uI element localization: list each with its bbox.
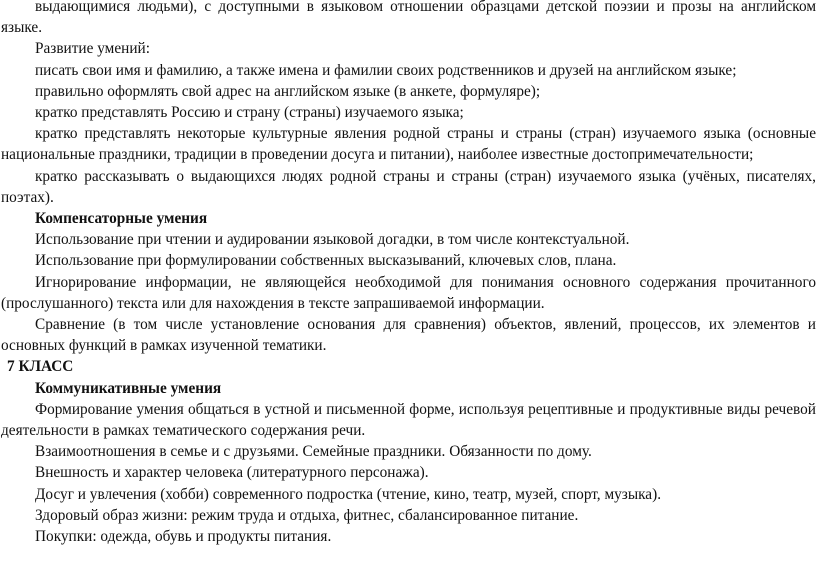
paragraph-famous-people: кратко рассказывать о выдающихся людях родной страны и страны (стран) изучаемого языка (учёных, писателях, поэтах). — [1, 167, 816, 206]
heading-compensatory-skills: Компенсаторные умения — [35, 210, 208, 228]
heading-communicative-skills: Коммуникативные умения — [35, 379, 222, 397]
heading-grade-7: 7 КЛАСС — [7, 358, 74, 376]
paragraph-communication-forms: Формирование умения общаться в устной и письменной форме, используя рецептивные и продуктивные виды речевой деятельности в рамках тематического содержания речи. — [1, 400, 816, 440]
paragraph-ignoring-info: Игнорирование информации, не являющейся необходимой для понимания основного содержания прочитанного (прослушанного) текста или для нахождения в тексте запрашиваемой информации. — [1, 273, 816, 312]
paragraph-family-relations: Взаимоотношения в семье и с друзьями. Семейные праздники. Обязанности по дому. — [35, 443, 592, 461]
paragraph-language-guess: Использование при чтении и аудировании языковой догадки, в том числе контекстуальной. — [35, 231, 630, 249]
paragraph-present-russia: кратко представлять Россию и страну (страны) изучаемого языка; — [35, 104, 464, 122]
paragraph-comparison: Сравнение (в том числе установление основания для сравнения) объектов, явлений, процессов, их элементов и основных функций в рамках изученной тематики. — [1, 316, 816, 355]
paragraph-shopping: Покупки: одежда, обувь и продукты питания. — [35, 528, 332, 546]
paragraph-leisure: Досуг и увлечения (хобби) современного подростка (чтение, кино, театр, музей, спорт, музыка). — [35, 485, 662, 503]
paragraph-continuation: выдающимися людьми), с доступными в языковом отношении образцами детской поэзии и прозы на английском языке. — [1, 0, 816, 37]
paragraph-healthy-lifestyle: Здоровый образ жизни: режим труда и отдыха, фитнес, сбалансированное питание. — [35, 506, 579, 524]
paragraph-skills-intro: Развитие умений: — [35, 40, 150, 58]
paragraph-write-names: писать свои имя и фамилию, а также имена и фамилии своих родственников и друзей на английском языке; — [35, 61, 737, 79]
paragraph-appearance: Внешность и характер человека (литературного персонажа). — [35, 464, 429, 482]
paragraph-keywords-plan: Использование при формулировании собственных высказываний, ключевых слов, плана. — [35, 252, 617, 270]
paragraph-cultural-phenomena: кратко представлять некоторые культурные явления родной страны и страны (стран) изучаемого языка (основные национальные праздники, традиции в проведении досуга и питании), наиболее известные достопримечательности; — [1, 125, 816, 164]
paragraph-address: правильно оформлять свой адрес на английском языке (в анкете, формуляре); — [35, 82, 541, 100]
